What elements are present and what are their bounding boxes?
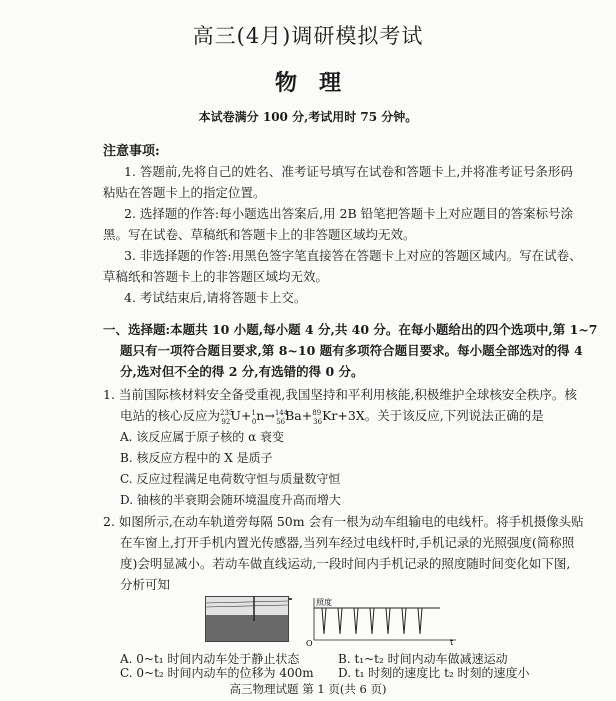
u-mass: 235 bbox=[220, 408, 234, 417]
kr-charge: 36 bbox=[313, 417, 323, 426]
notice-heading: 注意事项: bbox=[103, 144, 160, 159]
q1-stem-suffix: 关于该反应,下列说法正确的是 bbox=[377, 408, 544, 423]
n-mass: 1 bbox=[251, 408, 256, 417]
n-charge: 0 bbox=[251, 417, 257, 426]
barium-nuclide bbox=[274, 408, 302, 426]
plus-sign: + bbox=[301, 408, 313, 423]
ba-charge: 56 bbox=[276, 417, 286, 426]
t-axis-label: t bbox=[450, 638, 454, 646]
neutron bbox=[251, 408, 265, 426]
q2-stem: 在车窗上,打开手机内置光传感器,当列车经过电线杆时,手机记录的光照强度(简称照 bbox=[120, 535, 575, 550]
photo-drawing bbox=[206, 597, 288, 641]
section-instructions-line: 一、选择题:本题共 10 小题,每小题 4 分,共 40 分。在每小题给出的四个选项中,第 1~7 bbox=[103, 322, 598, 337]
uranium-nuclide bbox=[220, 408, 241, 426]
notice-line: 黑。写在试卷、草稿纸和答题卡上的非答题区域均无效。 bbox=[103, 227, 416, 242]
reaction-arrow: → bbox=[264, 408, 275, 423]
q2-option-d: D. t₁ 时刻的速度比 t₂ 时刻的速度小 bbox=[338, 666, 530, 680]
notice-line: 4. 考试结束后,请将答题卡上交。 bbox=[124, 290, 307, 305]
q1-stem-prefix: 电站的核心反应为 bbox=[120, 408, 221, 423]
q2-stem: 度)会明显减小。若动车做直线运动,一段时间内手机记录的照度随时间变化如下图, bbox=[120, 556, 571, 571]
plus-sign: + bbox=[240, 408, 252, 423]
q1-option-c: C. 反应过程满足电荷数守恒与质量数守恒 bbox=[120, 472, 341, 486]
illuminance-dips bbox=[322, 608, 422, 634]
illuminance-graph bbox=[300, 596, 460, 646]
subject-title: 物理 bbox=[274, 70, 363, 96]
n-symbol: n bbox=[256, 408, 265, 423]
page-footer: 高三物理试题 第 1 页(共 6 页) bbox=[229, 682, 387, 696]
q2-option-a: A. 0~t₁ 时间内动车处于静止状态 bbox=[120, 652, 300, 666]
section-instructions-line: 题只有一项符合题目要求,第 8~10 题有多项符合题目要求。每小题全部选对的得 4 bbox=[120, 343, 583, 358]
notice-line: 粘贴在答题卡上的指定位置。 bbox=[103, 185, 266, 200]
notice-line: 草稿纸和答题卡上的非答题区域均无效。 bbox=[103, 269, 329, 284]
train-window-photo bbox=[205, 596, 289, 642]
kr-symbol: Kr bbox=[322, 408, 338, 423]
q2-option-b: B. t₁~t₂ 时间内动车做减速运动 bbox=[338, 652, 508, 666]
origin-label: O bbox=[306, 639, 313, 646]
reaction-tail: +3X。 bbox=[337, 408, 378, 423]
q1-option-b: B. 核反应方程中的 X 是质子 bbox=[120, 451, 273, 465]
section-instructions-line: 分,选对但不全的得 2 分,有选错的得 0 分。 bbox=[120, 364, 364, 379]
notice-line: 2. 选择题的作答:每小题选出答案后,用 2B 铅笔把答题卡上对应题目的答案标号涂 bbox=[124, 206, 574, 221]
y-axis-label: 照度 bbox=[316, 598, 332, 607]
notice-line: 3. 非选择题的作答:用黑色签字笔直接答在答题卡上对应的答题区域内。写在试卷、 bbox=[124, 248, 582, 263]
u-charge: 92 bbox=[221, 417, 231, 426]
score-info: 本试卷满分 100 分,考试用时 75 分钟。 bbox=[198, 110, 418, 124]
q1-option-d: D. 铀核的半衰期会随环境温度升高而增大 bbox=[120, 493, 341, 507]
q2-stem: 分析可知 bbox=[120, 577, 171, 592]
ground bbox=[206, 615, 288, 641]
u-symbol: U bbox=[230, 408, 241, 423]
kr-mass: 89 bbox=[312, 408, 322, 417]
q2-stem: 2. 如图所示,在动车轨道旁每隔 50m 会有一根为动车组输电的电线杆。将手机摄像头贴 bbox=[103, 514, 584, 529]
q1-option-a: A. 该反应属于原子核的 α 衰变 bbox=[120, 430, 285, 444]
ba-symbol: Ba bbox=[285, 408, 302, 423]
q1-stem-reaction bbox=[120, 406, 544, 424]
q1-stem: 1. 当前国际核材料安全备受重视,我国坚持和平利用核能,积极维护全球核安全秩序。核 bbox=[103, 387, 577, 402]
ba-mass: 144 bbox=[274, 408, 289, 417]
q2-option-c: C. 0~t₂ 时间内动车的位移为 400m bbox=[120, 666, 314, 680]
krypton-nuclide bbox=[312, 408, 338, 426]
notice-line: 1. 答题前,先将自己的姓名、准考证号填写在试卷和答题卡上,并将准考证号条形码 bbox=[124, 164, 573, 179]
exam-title: 高三(4月)调研模拟考试 bbox=[192, 24, 424, 48]
